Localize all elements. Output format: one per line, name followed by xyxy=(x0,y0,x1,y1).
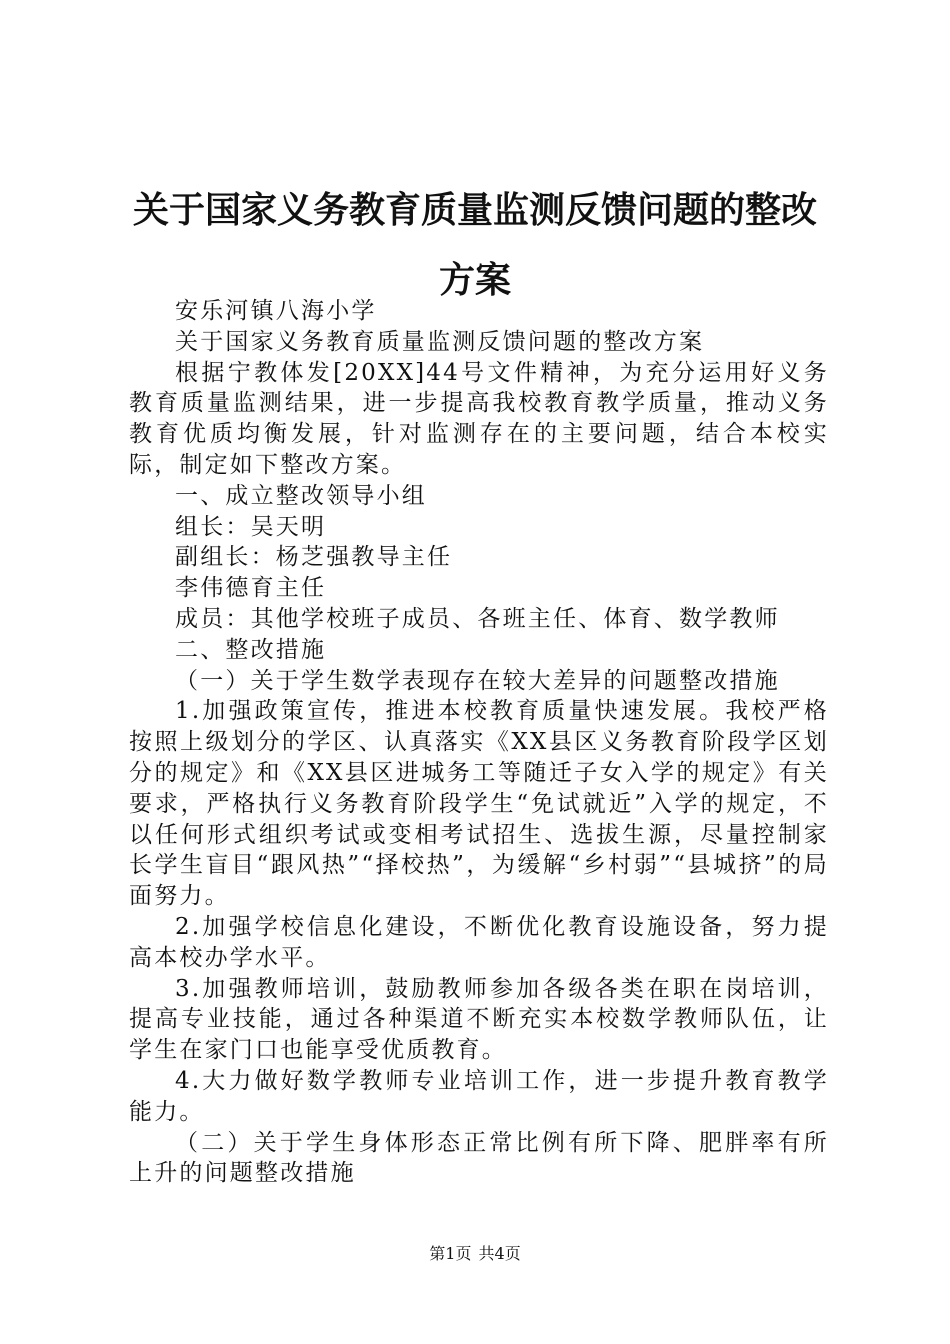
leader-line: 组长：吴天明 xyxy=(175,513,327,540)
measure-paragraph: 4.大力做好数学教师专业培训工作，进一步提升教育教学能力。 xyxy=(129,1067,829,1125)
page-total: 共4页 xyxy=(478,1244,521,1263)
deputy-leader-line-2: 李伟德育主任 xyxy=(175,575,327,602)
document-body xyxy=(129,296,829,1189)
page-number: 第1页 xyxy=(429,1244,472,1263)
document-title: 关于国家义务教育质量监测反馈问题的整改方案 xyxy=(132,190,817,301)
subsection-heading: （一）关于学生数学表现存在较大差异的问题整改措施 xyxy=(175,667,780,694)
members-line: 成员：其他学校班子成员、各班主任、体育、数学教师 xyxy=(175,605,780,632)
section-heading: 一、成立整改领导小组 xyxy=(175,482,427,509)
intro-paragraph: 根据宁教体发[20XX]44号文件精神，为充分运用好义务教育质量监测结果，进一步提高我校教育教学质量，推动义务教育优质均衡发展，针对监测存在的主要问题，结合本校实际，制定如下整改方案。 xyxy=(129,359,829,478)
measure-paragraph: 1.加强政策宣传，推进本校教育质量快速发展。我校严格按照上级划分的学区、认真落实《XX县区义务教育阶段学区划分的规定》和《XX县区进城务工等随迁子女入学的规定》有关要求，严格执行义务教育阶段学生“免试就近”入学的规定，不以任何形式组织考试或变相考试招生、选拔生源，尽量控制家长学生盲目“跟风热”“择校热”，为缓解“乡村弱”“县城挤”的局面努力。 xyxy=(129,698,829,910)
subsection-heading: （二）关于学生身体形态正常比例有所下降、肥胖率有所上升的问题整改措施 xyxy=(129,1129,829,1187)
measure-paragraph: 3.加强教师培训，鼓励教师参加各级各类在职在岗培训，提高专业技能，通过各种渠道不断充实本校数学教师队伍，让学生在家门口也能享受优质教育。 xyxy=(129,975,829,1064)
page-footer xyxy=(0,1243,950,1265)
measure-paragraph: 2.加强学校信息化建设，不断优化教育设施设备，努力提高本校办学水平。 xyxy=(129,913,829,971)
deputy-leader-line: 副组长：杨芝强教导主任 xyxy=(175,544,453,571)
school-name: 安乐河镇八海小学 xyxy=(175,298,377,324)
section-heading: 二、整改措施 xyxy=(175,636,327,663)
subtitle: 关于国家义务教育质量监测反馈问题的整改方案 xyxy=(175,328,705,355)
